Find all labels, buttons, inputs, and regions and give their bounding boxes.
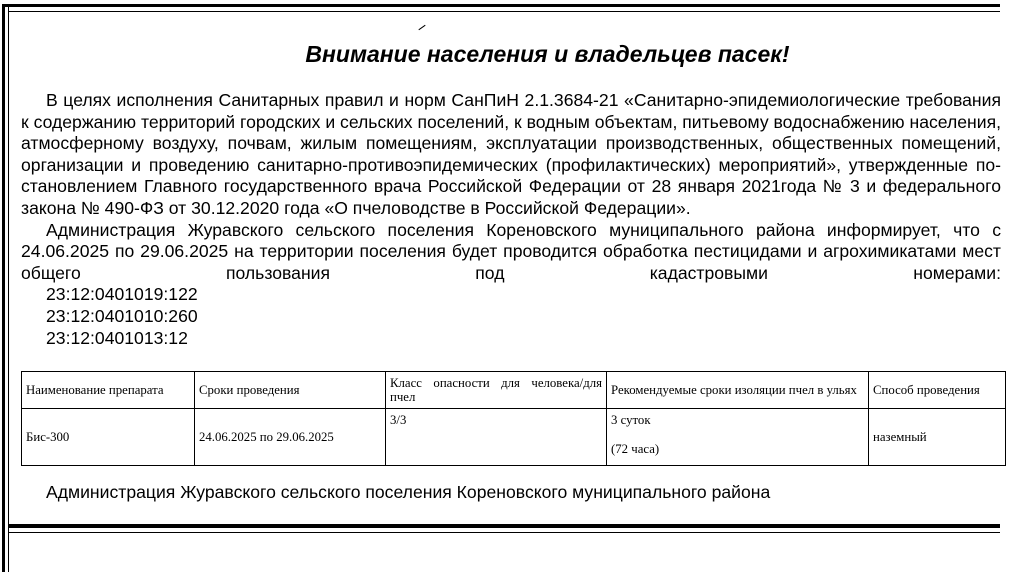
page-border-left-thin bbox=[8, 4, 9, 572]
cell-isolation bbox=[607, 409, 869, 466]
cell-preparation: Бис-300 bbox=[22, 409, 195, 466]
paragraph-administration: Администрация Журавского сельского поселения Кореновского муниципального района информирует, что с 24.06.2025 по 29.06.2025 на территории поселения будет проводится обработка пестицидами и агрохимикатами мест общего пользования под кадастровыми номерами: bbox=[21, 219, 1001, 283]
notice-signature: Администрация Журавского сельского поселения Кореновского муниципального района bbox=[46, 482, 771, 502]
header-preparation: Наименование препарата bbox=[22, 372, 195, 409]
page-border-bottom-thick bbox=[8, 524, 1000, 528]
notice-body bbox=[21, 90, 1001, 349]
cadastral-number: 23:12:0401013:12 bbox=[46, 327, 188, 348]
page-border-top-thick bbox=[2, 4, 1000, 7]
isolation-hours: (72 часа) bbox=[611, 442, 660, 456]
cell-dates: 24.06.2025 по 29.06.2025 bbox=[195, 409, 386, 466]
isolation-days: 3 суток bbox=[611, 413, 651, 427]
cadastral-number: 23:12:0401010:260 bbox=[46, 305, 198, 326]
header-hazard-class: Класс опасности для человека/для пчел bbox=[386, 372, 607, 409]
header-isolation: Рекомендуемые сроки изоляции пчел в ульях bbox=[607, 372, 869, 409]
cell-gap bbox=[611, 427, 864, 442]
cadastral-list bbox=[21, 284, 1001, 349]
header-dates: Сроки проведения bbox=[195, 372, 386, 409]
table-header-row bbox=[22, 372, 1006, 409]
stray-mark bbox=[418, 25, 425, 30]
page-border-top-thin bbox=[8, 11, 1000, 12]
page-border-bottom-thin bbox=[8, 532, 1000, 533]
notice-title: Внимание населения и владельцев пасек! bbox=[305, 41, 790, 67]
page-border-left-thick bbox=[2, 4, 5, 572]
cell-hazard-class: 3/3 bbox=[386, 409, 607, 466]
cadastral-number: 23:12:0401019:122 bbox=[46, 284, 198, 305]
paragraph-sanpin: В целях исполнения Санитарных правил и норм СанПиН 2.1.3684-21 «Санитарно-эпидемиологические требования к содержанию территорий городских и сельских поселений, к водным объектам, питьевому водоснабжению населения, атмосферному воздуху, почвам, жилым помещениям, эксплуатации производственных, общественных помещений, организации и проведению санитарно-противоэпидемических (профилактических) мероприятий», утвержденные по-становлением Главного государственного врача Российской Федерации от 28 января 2021года № 3 и федерального закона № 490-ФЗ от 30.12.2020 года «О пчеловодстве в Российской Федерации». bbox=[21, 90, 1001, 218]
cell-method: наземный bbox=[869, 409, 1006, 466]
header-method: Способ проведения bbox=[869, 372, 1006, 409]
table-row bbox=[22, 409, 1006, 466]
treatment-table bbox=[21, 371, 1006, 466]
